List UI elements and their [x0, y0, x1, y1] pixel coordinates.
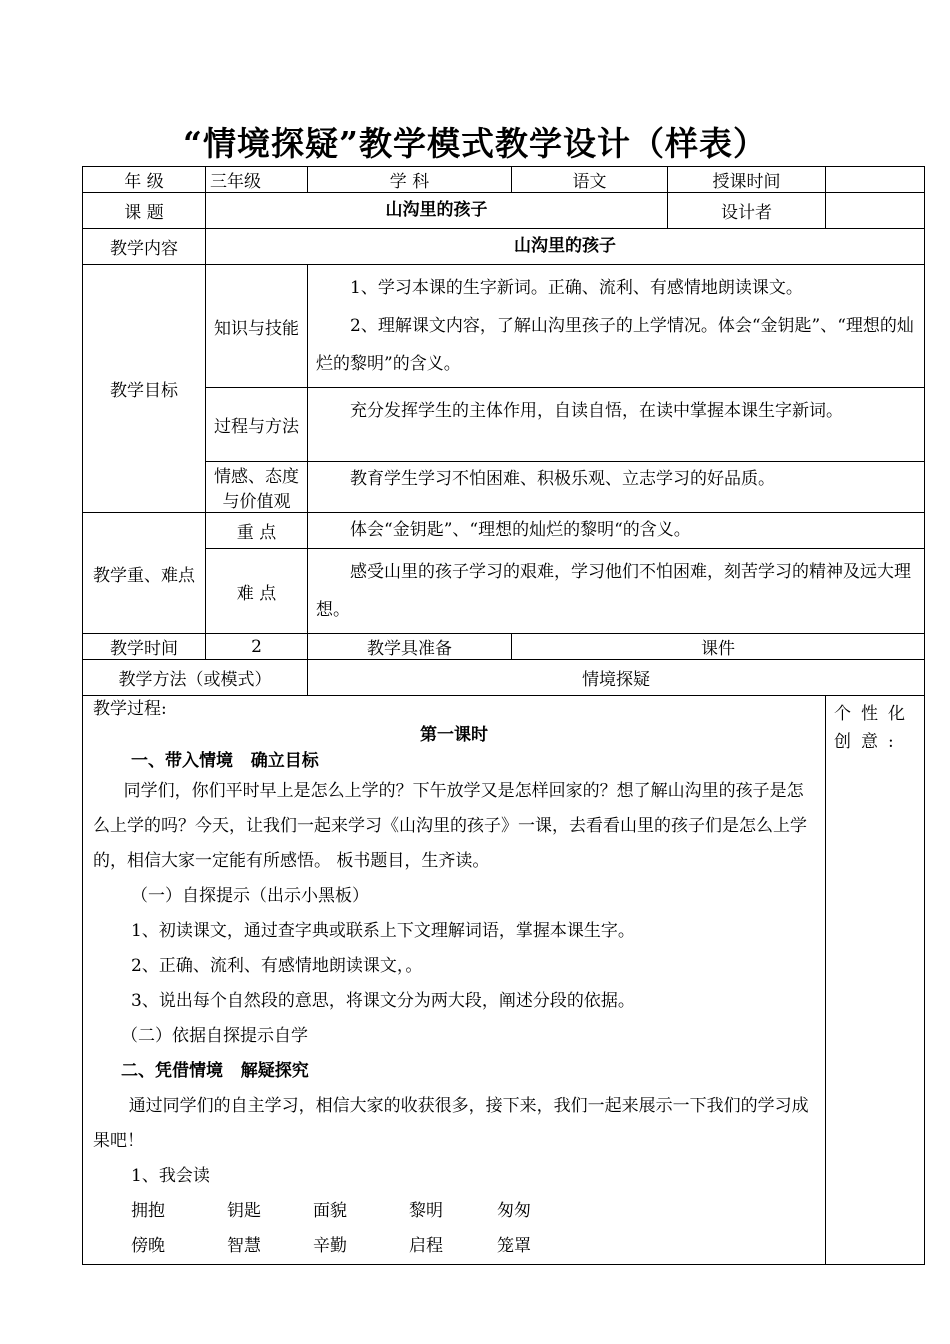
method-label: 教学方法（或模式）: [83, 660, 308, 696]
content-value: 山沟里的孩子: [206, 229, 925, 265]
creative-ideas-cell: 个性化创意:: [826, 696, 925, 1265]
teaching-time-label: 授课时间: [668, 167, 826, 193]
teaching-time-value: [826, 167, 925, 193]
section-2-title: 二、凭借情境 解疑探究: [121, 1061, 309, 1081]
section-1-title: 一、带入情境 确立目标: [131, 751, 319, 771]
teaching-hours-label: 教学时间: [83, 634, 206, 660]
content-label: 教学内容: [83, 229, 206, 265]
process-label: 教学过程:: [93, 699, 167, 719]
difficult-point-text: 感受山里的孩子学习的艰难，学习他们不怕困难，刻苦学习的精神及远大理想。: [308, 549, 925, 634]
lesson-plan-table: [82, 166, 925, 1265]
hint-item-1: 1、初读课文，通过查字典或联系上下文理解词语，掌握本课生字。: [131, 921, 635, 941]
method-value: 情境探疑: [308, 660, 925, 696]
word-item: 面貌: [313, 1201, 347, 1221]
subject-value: 语文: [512, 167, 668, 193]
word-item: 笼罩: [497, 1236, 531, 1256]
word-item: 钥匙: [227, 1201, 261, 1221]
hint-item-3: 3、说出每个自然段的意思，将课文分为两大段，阐述分段的依据。: [131, 991, 635, 1011]
key-point-label: 重 点: [206, 513, 308, 549]
key-points-label: 教学重、难点: [83, 513, 206, 634]
designer-value: [826, 193, 925, 229]
materials-value: 课件: [512, 634, 925, 660]
materials-label: 教学具准备: [308, 634, 512, 660]
word-item: 拥抱: [131, 1201, 165, 1221]
process-method-label: 过程与方法: [206, 388, 308, 462]
word-item: 辛勤: [313, 1236, 347, 1256]
section-1-paragraph: 同学们，你们平时早上是怎么上学的？下午放学又是怎样回家的？想了解山沟里的孩子是怎么上学的吗？今天，让我们一起来学习《山沟里的孩子》一课，去看看山里的孩子们是怎么上学的，相信大家一定能有所感悟。 板书题目，生齐读。: [93, 781, 807, 871]
knowledge-text: [308, 265, 925, 388]
emotion-label: 情感、态度与价值观: [206, 462, 308, 513]
knowledge-label: 知识与技能: [206, 265, 308, 388]
word-item: 匆匆: [497, 1201, 531, 1221]
self-explore-hint-title: （一）自探提示（出示小黑板）: [131, 886, 369, 906]
word-item: 黎明: [409, 1201, 443, 1221]
designer-label: 设计者: [668, 193, 826, 229]
key-point-text: 体会“金钥匙”、“理想的灿烂的黎明“的含义。: [308, 513, 925, 549]
objectives-label: 教学目标: [83, 265, 206, 513]
word-item: 启程: [409, 1236, 443, 1256]
word-item: 智慧: [227, 1236, 261, 1256]
process-method-text: 充分发挥学生的主体作用，自读自悟，在读中掌握本课生字新词。: [308, 388, 925, 462]
word-item: 傍晚: [131, 1236, 165, 1256]
word-row-2: [93, 1229, 815, 1264]
section-2-paragraph: 通过同学们的自主学习，相信大家的收获很多，接下来，我们一起来展示一下我们的学习成果吧！: [93, 1096, 809, 1151]
hint-item-2: 2、正确、流利、有感情地朗读课文，。: [131, 956, 423, 976]
read-title: 1、我会读: [131, 1166, 210, 1186]
difficult-point-label: 难 点: [206, 549, 308, 634]
subject-label: 学 科: [308, 167, 512, 193]
grade-label: 年 级: [83, 167, 206, 193]
topic-label: 课 题: [83, 193, 206, 229]
teaching-process-cell: [83, 696, 826, 1265]
word-row-1: [93, 1194, 815, 1229]
teaching-hours-value: 2: [206, 634, 308, 660]
topic-value: 山沟里的孩子: [206, 193, 668, 229]
lesson-title: 第一课时: [420, 725, 488, 745]
knowledge-item-1: 1、学习本课的生字新词。正确、流利、有感情地朗读课文。: [350, 278, 803, 298]
emotion-text: 教育学生学习不怕困难、积极乐观、立志学习的好品质。: [308, 462, 925, 513]
page-title: “情境探疑”教学模式教学设计（样表）: [183, 124, 767, 163]
self-study-title: （二）依据自探提示自学: [121, 1026, 308, 1046]
grade-value: 三年级: [206, 167, 308, 193]
knowledge-item-2: 2、理解课文内容，了解山沟里孩子的上学情况。体会“金钥匙”、“理想的灿烂的黎明”的含义。: [316, 316, 914, 374]
